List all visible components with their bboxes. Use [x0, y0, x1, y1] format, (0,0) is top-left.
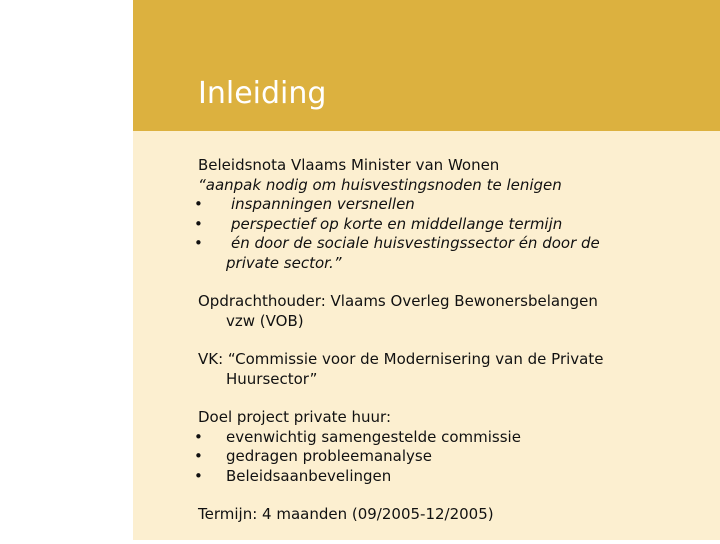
- vk-section: [198, 350, 698, 389]
- goal-bullet: [194, 447, 698, 467]
- term-line: Termijn: 4 maanden (09/2005-12/2005): [198, 505, 494, 523]
- bullet-icon: •: [194, 427, 203, 446]
- vk-line-continuation: Huursector”: [226, 369, 318, 388]
- slide-body: [194, 156, 698, 544]
- goal-bullet-text: evenwichtig samengestelde commissie: [226, 427, 521, 446]
- bullet-icon: •: [194, 214, 203, 233]
- policy-quote: “aanpak nodig om huisvestingsnoden te lenigen: [198, 175, 562, 194]
- goal-section: [194, 408, 698, 486]
- slide-title: Inleiding: [198, 76, 327, 111]
- policy-line: Beleidsnota Vlaams Minister van Wonen: [198, 156, 500, 174]
- vk-line: VK: “Commissie voor de Modernisering van de Private: [198, 350, 604, 368]
- bullet-icon: •: [194, 447, 203, 465]
- policy-bullet-text: én door de sociale huisvestingssector én door de: [231, 234, 600, 252]
- term-section: [198, 505, 698, 525]
- policy-bullet: [194, 234, 698, 254]
- policy-bullet-text: inspanningen versnellen: [231, 195, 415, 213]
- goal-bullet: [194, 466, 698, 487]
- goal-bullet-text: gedragen probleemanalyse: [226, 447, 432, 465]
- policy-bullet: [194, 214, 698, 235]
- bullet-icon: •: [194, 195, 203, 213]
- client-section: [198, 292, 698, 331]
- goal-heading: Doel project private huur:: [198, 408, 392, 426]
- goal-bullet-text: Beleidsaanbevelingen: [226, 466, 392, 485]
- policy-section: [194, 156, 698, 273]
- client-line: Opdrachthouder: Vlaams Overleg Bewonersbelangen: [198, 292, 598, 310]
- bullet-icon: •: [194, 234, 203, 252]
- policy-bullet-text: perspectief op korte en middellange termijn: [231, 214, 563, 233]
- client-line-continuation: vzw (VOB): [226, 311, 304, 330]
- bullet-icon: •: [194, 466, 203, 485]
- goal-bullet: [194, 427, 698, 448]
- policy-bullet: [194, 195, 698, 215]
- policy-bullet-continuation: private sector.”: [226, 253, 342, 272]
